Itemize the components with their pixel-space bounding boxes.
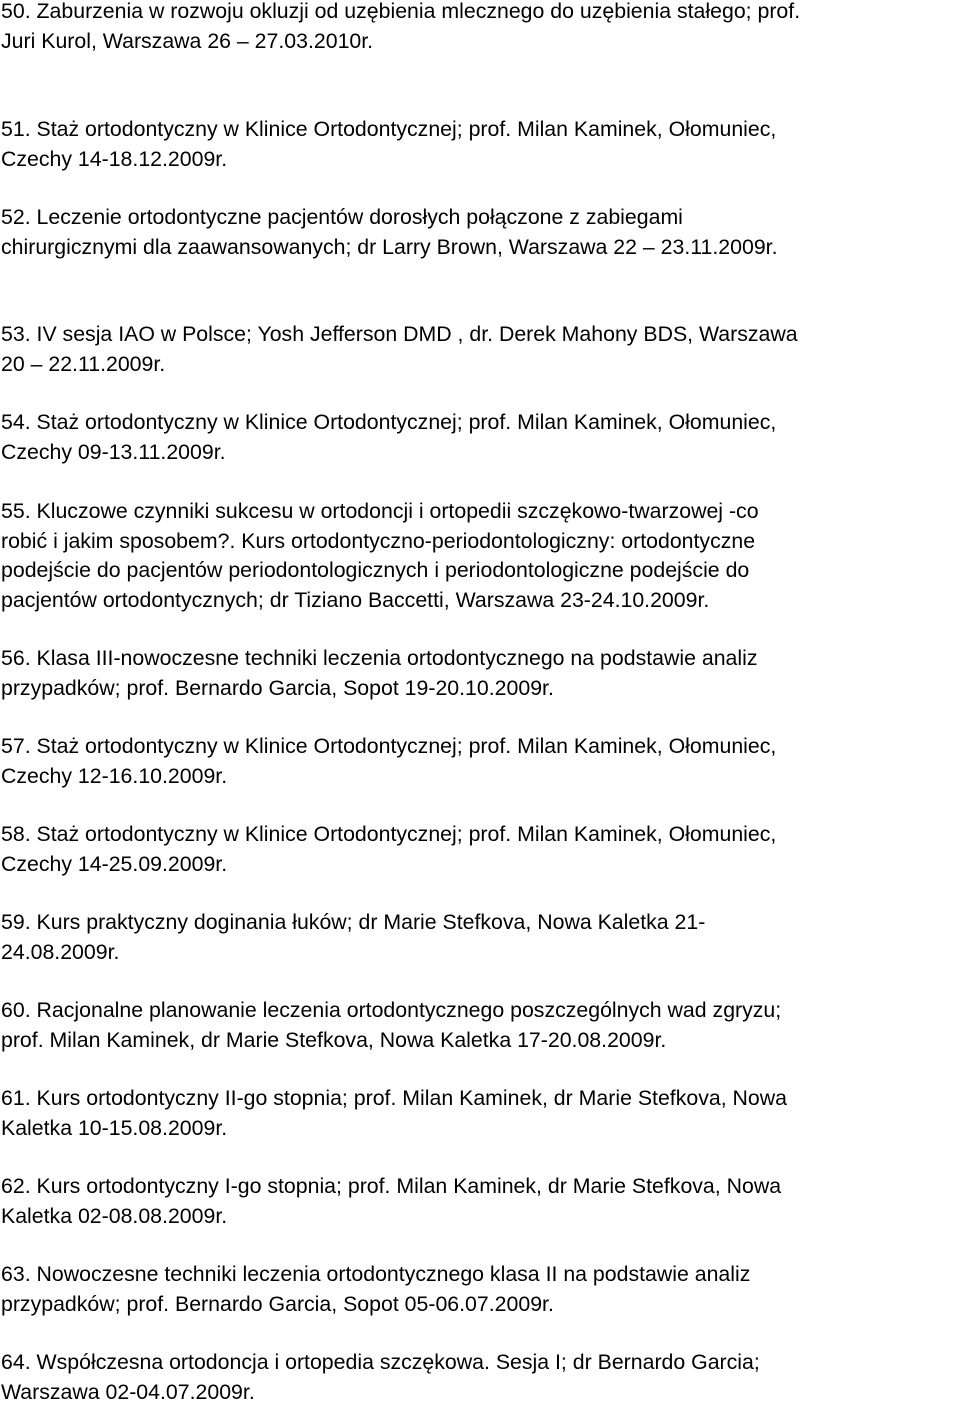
list-item [1,1172,951,1231]
entry-line: podejście do pacjentów periodontologicznych i periodontologiczne podejście do [1,556,951,586]
list-item [1,408,951,467]
entry-line: Kaletka 10-15.08.2009r. [1,1114,951,1144]
entry-line: przypadków; prof. Bernardo Garcia, Sopot 19-20.10.2009r. [1,674,951,704]
entry-line: 56. Klasa III-nowoczesne techniki leczenia ortodontycznego na podstawie analiz [1,644,951,674]
entry-line: robić i jakim sposobem?. Kurs ortodontyczno-periodontologiczny: ortodontyczne [1,527,951,557]
entry-line: Czechy 09-13.11.2009r. [1,438,951,468]
list-item [1,908,951,967]
entry-line: 62. Kurs ortodontyczny I-go stopnia; prof. Milan Kaminek, dr Marie Stefkova, Nowa [1,1172,951,1202]
list-item [1,820,951,879]
list-item [1,1084,951,1143]
entry-line: 59. Kurs praktyczny doginania łuków; dr Marie Stefkova, Nowa Kaletka 21- [1,908,951,938]
entry-line: Czechy 14-25.09.2009r. [1,850,951,880]
entry-line: 64. Współczesna ortodoncja i ortopedia szczękowa. Sesja I; dr Bernardo Garcia; [1,1348,951,1378]
entry-line: 51. Staż ortodontyczny w Klinice Ortodontycznej; prof. Milan Kaminek, Ołomuniec, [1,115,951,145]
list-item [1,996,951,1055]
entry-line: 61. Kurs ortodontyczny II-go stopnia; prof. Milan Kaminek, dr Marie Stefkova, Nowa [1,1084,951,1114]
entry-line: pacjentów ortodontycznych; dr Tiziano Baccetti, Warszawa 23-24.10.2009r. [1,586,951,616]
entry-line: Warszawa 02-04.07.2009r. [1,1378,951,1407]
list-item [1,1348,951,1407]
list-item [1,115,951,174]
entry-line: Czechy 14-18.12.2009r. [1,145,951,175]
list-item [1,644,951,703]
entry-line: Czechy 12-16.10.2009r. [1,762,951,792]
list-item [1,203,951,262]
entry-line: 54. Staż ortodontyczny w Klinice Ortodontycznej; prof. Milan Kaminek, Ołomuniec, [1,408,951,438]
list-item [1,497,951,615]
entry-line: 63. Nowoczesne techniki leczenia ortodontycznego klasa II na podstawie analiz [1,1260,951,1290]
entry-line: 53. IV sesja IAO w Polsce; Yosh Jefferson DMD , dr. Derek Mahony BDS, Warszawa [1,320,951,350]
entry-line: Kaletka 02-08.08.2009r. [1,1202,951,1232]
entry-line: przypadków; prof. Bernardo Garcia, Sopot 05-06.07.2009r. [1,1290,951,1320]
entry-line: 55. Kluczowe czynniki sukcesu w ortodoncji i ortopedii szczękowo-twarzowej -co [1,497,951,527]
entry-line: Juri Kurol, Warszawa 26 – 27.03.2010r. [1,27,951,57]
entry-line: 60. Racjonalne planowanie leczenia ortodontycznego poszczególnych wad zgryzu; [1,996,951,1026]
list-item [1,732,951,791]
list-item [1,1260,951,1319]
entry-line: 50. Zaburzenia w rozwoju okluzji od uzębienia mlecznego do uzębienia stałego; prof. [1,0,951,27]
entry-line: 20 – 22.11.2009r. [1,350,951,380]
list-item [1,320,951,379]
list-item [1,0,951,56]
entry-line: prof. Milan Kaminek, dr Marie Stefkova, Nowa Kaletka 17-20.08.2009r. [1,1026,951,1056]
entry-line: 57. Staż ortodontyczny w Klinice Ortodontycznej; prof. Milan Kaminek, Ołomuniec, [1,732,951,762]
entry-line: 52. Leczenie ortodontyczne pacjentów dorosłych połączone z zabiegami [1,203,951,233]
entry-line: 24.08.2009r. [1,938,951,968]
entry-line: 58. Staż ortodontyczny w Klinice Ortodontycznej; prof. Milan Kaminek, Ołomuniec, [1,820,951,850]
entry-line: chirurgicznymi dla zaawansowanych; dr Larry Brown, Warszawa 22 – 23.11.2009r. [1,233,951,263]
